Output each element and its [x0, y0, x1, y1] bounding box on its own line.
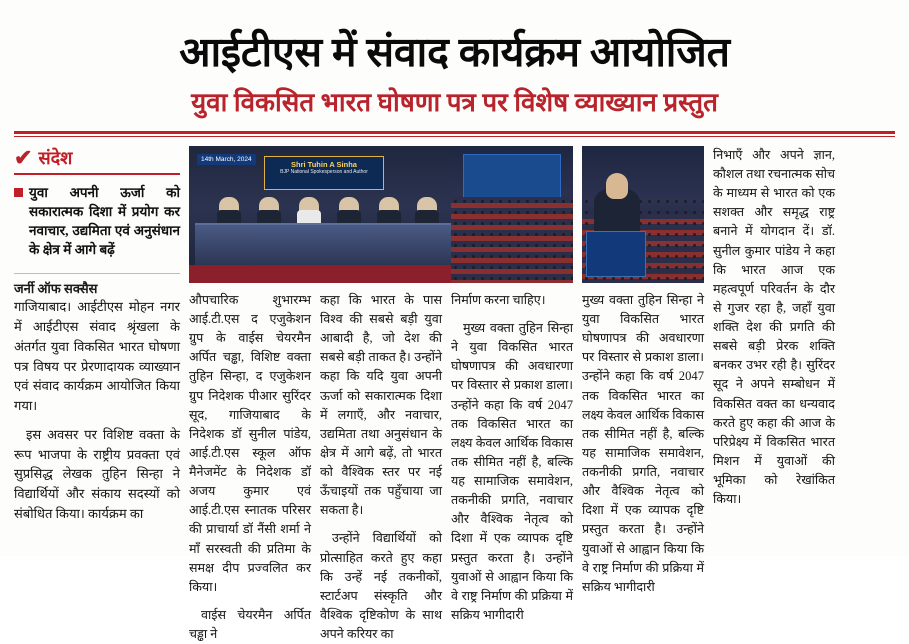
photo-audience-heads [451, 196, 573, 283]
column-6 [713, 146, 835, 644]
column-2-paragraph-1: औपचारिक शुभारम्भ आई.टी.एस द एजुकेशन ग्रुप के वाईस चेयरमैन अर्पित चड्ढा, विशिष्ट वक्ता तुहिन सिन्हा, द एजुकेशन ग्रुप निदेशक पीआर सुरिंदर सूद, गाजियाबाद के निदेशक डॉ सुनील पांडेय, आई.टी.एस स्कूल ऑफ मैनेजमेंट के निदेशक डॉ अजय कुमार एवं आई.टी.एस स्नातक परिसर की प्राचार्या डॉ नैंसी शर्मा ने माँ सरस्वती की प्रतिमा के समक्ष दीप प्रज्वलित कर किया। [189, 292, 311, 594]
column-5 [582, 146, 704, 644]
photo-banner-title: Shri Tuhin A Sinha [291, 159, 357, 169]
column-2-paragraph-2: वाईस चेयरमैन अर्पित चड्ढा ने [189, 608, 311, 642]
article-grid [14, 146, 895, 644]
photo-podium [586, 231, 646, 277]
column-1 [14, 146, 180, 644]
photo-date-badge: 14th March, 2024 [197, 154, 256, 165]
panel-discussion-photo [189, 146, 459, 283]
header-divider-thin [14, 136, 895, 137]
sandesh-bullet [14, 183, 180, 260]
column-1-paragraph-2: इस अवसर पर विशिष्ट वक्ता के रूप भाजपा के राष्ट्रीय प्रवक्ता एवं सुप्रसिद्ध लेखक तुहिन सिन्हा ने विद्यार्थियों और संकाय सदस्यों को संबोधित किया। कार्यक्रम का [14, 426, 180, 521]
column-4-paragraph-1: निर्माण करना चाहिए। [451, 292, 546, 307]
journey-label: जर्नी ऑफ सक्सैस [14, 273, 180, 297]
sandesh-bullet-text: युवा अपनी ऊर्जा को सकारात्मक दिशा में प्रयोग कर नवाचार, उद्यमिता एवं अनुसंधान के क्षेत्र में आगे बढ़ें [29, 184, 180, 258]
speaker-on-stage-photo [582, 146, 704, 283]
photo-speaker-head [606, 173, 628, 199]
auditorium-audience-photo [451, 146, 573, 283]
check-icon: ✔ [14, 144, 33, 170]
header-divider [14, 131, 895, 134]
column-5-paragraph-1: मुख्य वक्ता तुहिन सिन्हा ने युवा विकसित भारत घोषणापत्र की अवधारणा पर विस्तार से प्रकाश डाला। उन्होंने कहा कि वर्ष 2047 तक विकसित भारत का लक्ष्य केवल आर्थिक विकास तक सीमित नहीं है, बल्कि यह सामाजिक समावेशन, तकनीकी प्रगति, नवाचार और वैश्विक नेतृत्व को दिशा में एक व्यापक दृष्टि प्रस्तुत करता है। उन्होंने युवाओं से आह्वान किया कि वे राष्ट्र निर्माण की प्रक्रिया में सक्रिय भागीदारी [582, 292, 704, 594]
photo-banner-subtitle: BJP National Spokesperson and Author [280, 169, 368, 176]
photo-stage-floor [189, 265, 459, 283]
sandesh-title: संदेश [38, 147, 73, 168]
page-headline: आईटीएस में संवाद कार्यक्रम आयोजित [179, 29, 730, 75]
square-bullet-icon [14, 188, 23, 197]
photo-table [195, 223, 453, 265]
sandesh-header [14, 146, 180, 175]
column-1-paragraph-1: गाजियाबाद। आईटीएस मोहन नगर में आईटीएस संवाद श्रृंखला के अंतर्गत युवा विकसित भारत घोषणा पत्र विषय पर प्रेरणादायक व्याख्यान एवं संवाद कार्यक्रम आयोजित किया गया। [14, 299, 180, 414]
column-4-paragraph-2: मुख्य वक्ता तुहिन सिन्हा ने युवा विकसित भारत घोषणापत्र की अवधारणा पर विस्तार से प्रकाश डाला। उन्होंने कहा कि वर्ष 2047 तक विकसित भारत का लक्ष्य केवल आर्थिक विकास तक सीमित नहीं है, बल्कि यह सामाजिक समावेशन, तकनीकी प्रगति, नवाचार और वैश्विक नेतृत्व को दिशा में एक व्यापक दृष्टि प्रस्तुत करता है। उन्होंने युवाओं से आह्वान किया कि वे राष्ट्र निर्माण की प्रक्रिया में सक्रिय भागीदारी [451, 320, 573, 623]
photo-banner [264, 156, 384, 190]
photo-stage [463, 154, 561, 202]
column-2 [189, 146, 368, 644]
column-6-paragraph-1: निभाएँ और अपने ज्ञान, कौशल तथा रचनात्मक सोच के माध्यम से भारत को एक सशक्त और समृद्ध राष्ट्र बनाने में योगदान दें। डॉ. सुनील कुमार पांडेय ने कहा कि भारत आज एक महत्वपूर्ण परिवर्तन के दौर से गुजर रहा है, जहाँ युवा शक्ति देश की प्रगति की सबसे बड़ी प्रेरक शक्ति बनकर उभर रही है। सुरिंदर सूद ने अपने सम्बोधन में विकसित वक्त का धन्यवाद करते हुए कहा की आज के परिप्रेक्ष्य में विकसित भारत मिशन में युवाओं की भूमिका को रेखांकित किया। [713, 147, 835, 507]
column-3-paragraph-1: कहा कि भारत के पास विश्व की सबसे बड़ी युवा आबादी है, जो देश की सबसे बड़ी ताकत है। उन्होंने कहा कि यदि युवा अपनी ऊर्जा को सकारात्मक दिशा में लगाएँ, और नवाचार, उद्यमिता तथा अनुसंधान के क्षेत्र में आगे बढ़ें, तो भारत को वैश्विक स्तर पर नई ऊँचाइयों तक पहुँचाया जा सकता है। [320, 292, 442, 518]
column-3-paragraph-2: उन्होंने विद्यार्थियों को प्रोत्साहित करते हुए कहा कि उन्हें नई तकनीकों, स्टार्टअप संस्कृति और वैश्विक दृष्टिकोण के साथ अपने करियर का [320, 531, 442, 642]
column-4 [451, 146, 573, 644]
page-subheadline: युवा विकसित भारत घोषणा पत्र पर विशेष व्याख्यान प्रस्तुत [191, 87, 718, 117]
